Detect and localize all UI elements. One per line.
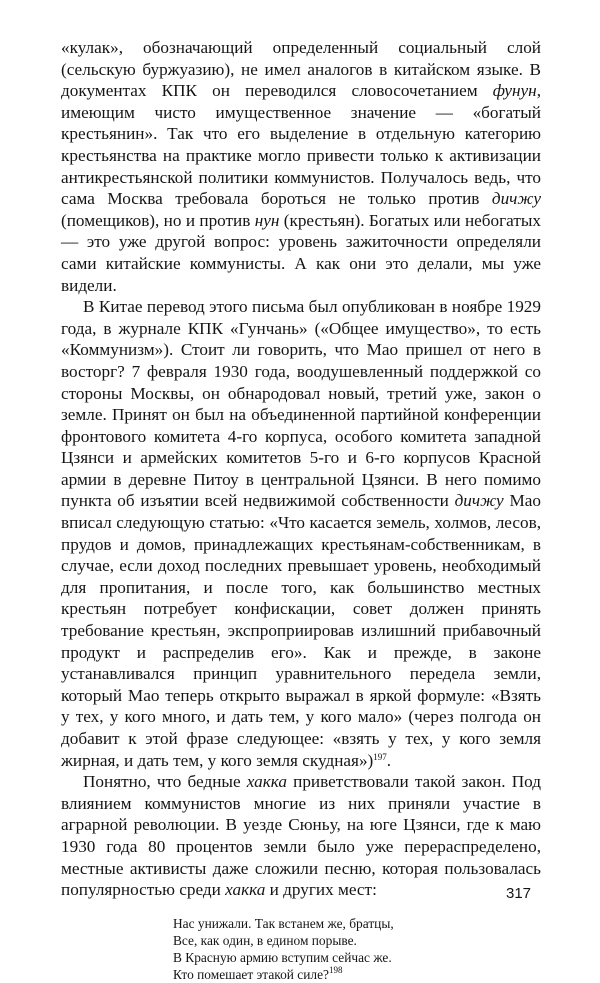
poem-line: Все, как один, в едином порыве. xyxy=(173,932,357,948)
text-run: «кулак», обозначающий определенный социальный слой (сельскую буржуазию), не имел аналогов в китайском языке. В документах КПК он переводился словосочетанием xyxy=(61,38,541,101)
page-body xyxy=(61,37,541,983)
footnote-ref: 197 xyxy=(373,751,387,762)
italic-term: дичжу xyxy=(454,491,504,511)
text-run: В Китае перевод этого письма был опубликован в ноябре 1929 года, в журнале КПК «Гунчань» («Общее имущество», то есть «Коммунизм»). Стоит ли говорить, что Мао пришел от него в восторг? 7 февраля 1930 года, воодушевленный поддержкой со стороны Москвы, он обнародовал новый, третий уже, закон о земле. Принят он был на объединенной партийной конференции фронтового комитета 4-го корпуса, особого комитета западной Цзянси и армейских комитетов 5-го и 6-го корпусов Красной армии в деревне Питоу в центральной Цзянси. В него помимо пункта об изъятии всей недвижимой собственности xyxy=(61,297,541,511)
poem-line-text: Кто помешает этакой силе? xyxy=(173,966,329,982)
italic-term: дичжу xyxy=(491,189,541,209)
italic-term: хакка xyxy=(246,772,287,792)
text-run: (помещиков), но и против xyxy=(61,210,255,230)
page-number: 317 xyxy=(506,885,532,902)
paragraph-1 xyxy=(61,37,541,296)
text-run: , имеющим чисто имущественное значение — «богатый крестьянин». Так что его выделение в отдельную категорию крестьянства на практике могло привести только к активизации антикрестьянской политики коммунистов. Получалось ведь, что сама Москва требовала бороться не только против xyxy=(61,81,541,209)
text-run: Мао вписал следующую статью: «Что касается земель, холмов, лесов, прудов и домов, принадлежащих крестьянам-собственникам, в случае, если доход последних превышает уровень, необходимый для пропитания, и после того, как большинство местных крестьян потребует конфискации, совет должен принять требование крестьян, экспроприировав излишний прибавочный продукт и распределив его». Как и прежде, в законе устанавливался принцип уравнительного передела земли, который Мао теперь открыто выражал в яркой формуле: «Взять у тех, у кого много, и дать тем, у кого мало» (через полгода он добавит к этой фразе следующее: «взять у тех, у кого земля жирная, и дать тем, у кого земля скудная») xyxy=(61,491,541,770)
poem xyxy=(173,915,541,983)
poem-line: В Красную армию вступим сейчас же. xyxy=(173,949,392,965)
footnote-ref: 198 xyxy=(328,964,343,975)
text-run: (крестьян). Богатых или небогатых — это уже другой вопрос: уровень зажиточности определяли сами китайские коммунисты. А как они это делали, мы уже видели. xyxy=(61,210,542,295)
text-run: и других мест: xyxy=(265,880,377,900)
text-run: . xyxy=(386,750,392,770)
italic-term: нун xyxy=(254,210,280,230)
paragraph-3 xyxy=(61,771,541,901)
italic-term: фунун xyxy=(492,81,537,101)
italic-term: хакка xyxy=(225,880,266,900)
text-run: Понятно, что бедные xyxy=(83,772,247,792)
poem-line: Нас унижали. Так встанем же, братцы, xyxy=(173,915,394,931)
text-run: приветствовали такой закон. Под влиянием коммунистов многие из них приняли участие в аграрной революции. В уезде Сюньу, на юге Цзянси, где к маю 1930 года 80 процентов земли было уже перераспределено, местные активисты даже сложили песню, которая пользовалась популярностью среди xyxy=(61,772,541,900)
poem-line xyxy=(173,966,541,983)
paragraph-2 xyxy=(61,296,541,771)
